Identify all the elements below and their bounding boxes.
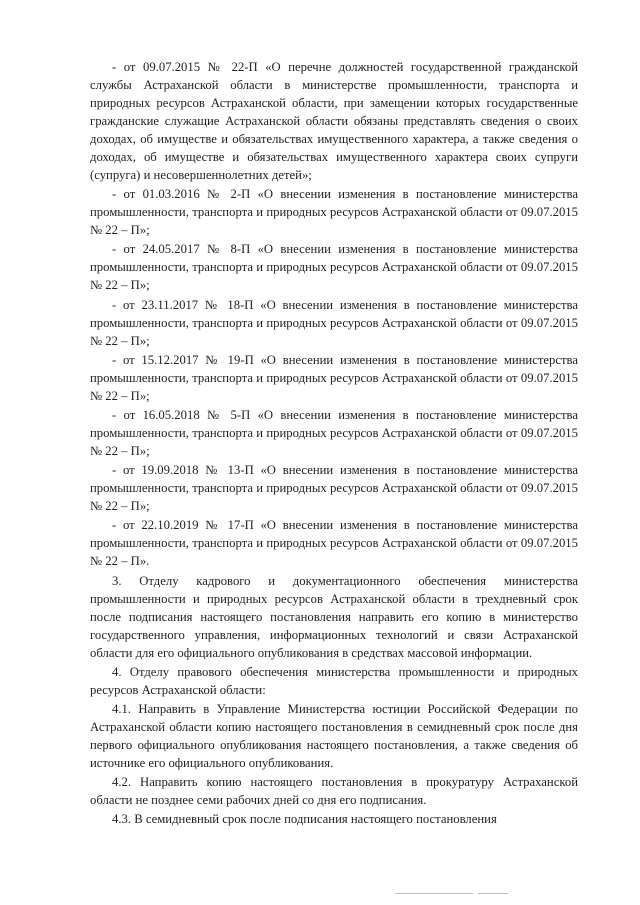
list-item-decree-2019-17: - от 22.10.2019 № 17-П «О внесении изменения в постановление министерства промышленности, транспорта и природных ресурсов Астраханской области от 09.07.2015 № 22 – П». — [90, 518, 578, 569]
scan-artifact-line — [478, 893, 508, 894]
clause-4: 4. Отделу правового обеспечения министерства промышленности и природных ресурсов Астраханской области: — [90, 664, 578, 697]
list-item-decree-2017-18: - от 23.11.2017 № 18-П «О внесении изменения в постановление министерства промышленности, транспорта и природных ресурсов Астраханской области от 09.07.2015 № 22 – П»; — [90, 297, 578, 348]
scan-artifact-line — [395, 893, 473, 894]
clause-3: 3. Отделу кадрового и документационного обеспечения министерства промышленности и природных ресурсов Астраханской области в трехдневный срок после подписания настоящего постановления направить его копию в министерство государственного управления, информационных технологий и связи Астраханской области для его официального опубликования в средствах массовой информации. — [90, 573, 578, 660]
clause-4-1: 4.1. Направить в Управление Министерства юстиции Российской Федерации по Астраханской области копию настоящего постановления в семидневный срок после дня первого официального опубликования настоящего постановления, а также сведения об источнике его официального опубликования. — [90, 701, 578, 770]
list-item-decree-2016-2: - от 01.03.2016 № 2-П «О внесении изменения в постановление министерства промышленности, транспорта и природных ресурсов Астраханской области от 09.07.2015 № 22 – П»; — [90, 187, 578, 238]
list-item-decree-2015-22: - от 09.07.2015 № 22-П «О перечне должностей государственной гражданской службы Астраханской области в министерстве промышленности, транспорта и природных ресурсов Астраханской области, при замещении которых государственные гражданские служащие Астраханской области обязаны представлять сведения о своих доходах, об имуществе и обязательствах имущественного характера, а также сведения о доходах, об имуществе и обязательствах имущественного характера своих супруги (супруга) и несовершеннолетних детей»; — [90, 60, 578, 182]
clause-4-3: 4.3. В семидневный срок после подписания настоящего постановления — [112, 812, 497, 827]
clause-4-2: 4.2. Направить копию настоящего постановления в прокуратуру Астраханской области не позднее семи рабочих дней со дня его подписания. — [90, 775, 578, 808]
document-body — [90, 58, 578, 829]
list-item-decree-2018-5: - от 16.05.2018 № 5-П «О внесении изменения в постановление министерства промышленности, транспорта и природных ресурсов Астраханской области от 09.07.2015 № 22 – П»; — [90, 407, 578, 458]
list-item-decree-2017-8: - от 24.05.2017 № 8-П «О внесении изменения в постановление министерства промышленности, транспорта и природных ресурсов Астраханской области от 09.07.2015 № 22 – П»; — [90, 242, 578, 293]
list-item-decree-2017-19: - от 15.12.2017 № 19-П «О внесении изменения в постановление министерства промышленности, транспорта и природных ресурсов Астраханской области от 09.07.2015 № 22 – П»; — [90, 352, 578, 403]
list-item-decree-2018-13: - от 19.09.2018 № 13-П «О внесении изменения в постановление министерства промышленности, транспорта и природных ресурсов Астраханской области от 09.07.2015 № 22 – П»; — [90, 463, 578, 514]
